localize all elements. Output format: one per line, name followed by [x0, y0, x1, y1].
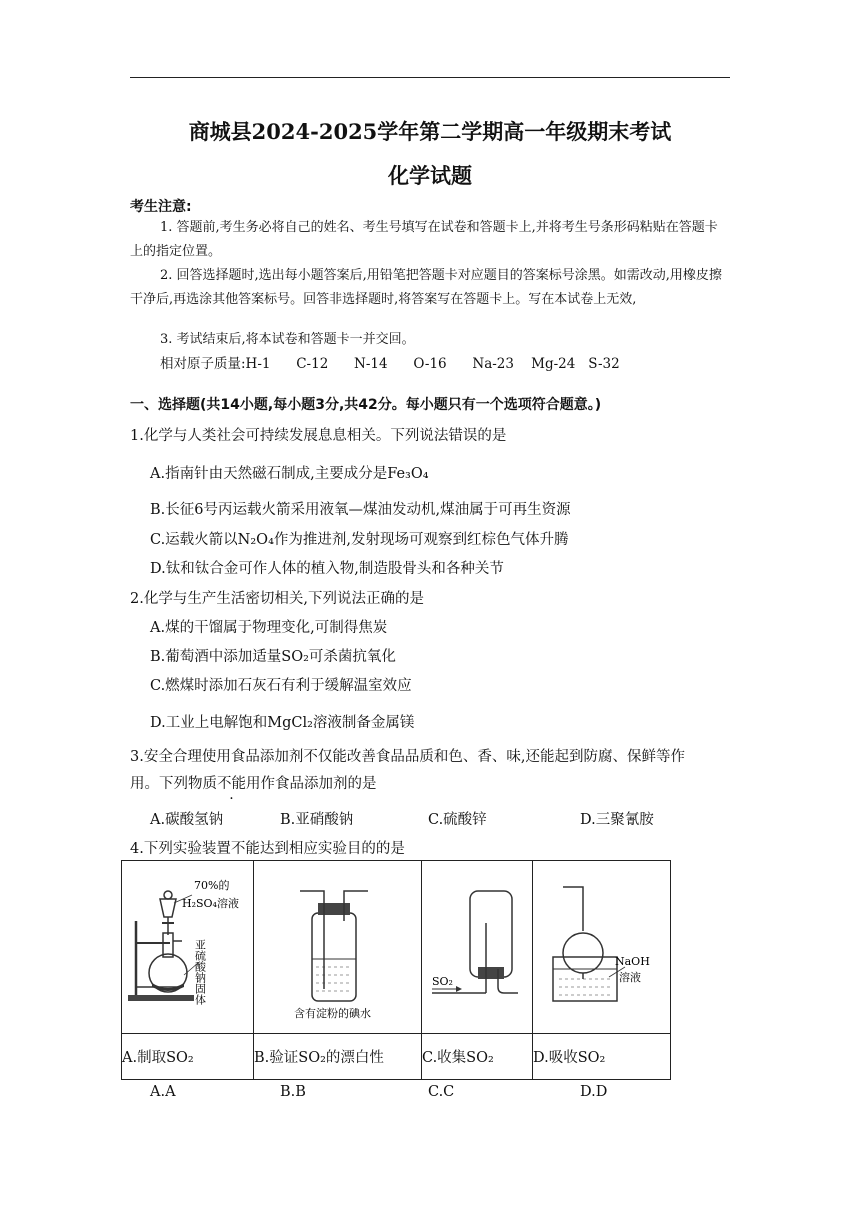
so2-label: SO₂ [432, 975, 453, 988]
q1-option-a: A.指南针由天然磁石制成,主要成分是Fe₃O₄ [150, 466, 429, 482]
apparatus-d-cell [533, 861, 671, 1034]
acid-label-2: H₂SO₄溶液 [182, 897, 239, 910]
notice-item-2: 2. 回答选择题时,选出每小题答案后,用铅笔把答题卡对应题目的答案标号涂黑。如需改动,用橡皮擦干净后,再选涂其他答案标号。回答非选择题时,将答案写在答题卡上。写在本试卷上无效, [130, 268, 722, 307]
caption-b: B.验证SO₂的漂白性 [254, 1034, 422, 1080]
caption-a: A.制取SO₂ [122, 1034, 254, 1080]
q3-stem-pre: 用。下列物质 [130, 776, 217, 792]
q2-option-d: D.工业上电解饱和MgCl₂溶液制备金属镁 [150, 715, 415, 731]
q3-option-c: C.硫酸锌 [428, 812, 487, 828]
q4-option-c: C.C [428, 1084, 455, 1100]
q3-stem-post: 用作食品添加剂的是 [246, 776, 377, 792]
apparatus-c-cell [422, 861, 533, 1034]
q3-stem [130, 744, 730, 798]
apparatus-table [121, 860, 671, 1080]
q4-option-d: D.D [580, 1084, 608, 1100]
so2-generator-figure [122, 861, 253, 1029]
q4-option-b: B.B [280, 1084, 306, 1100]
page-subtitle: 化学试题 [388, 163, 472, 188]
caption-c: C.收集SO₂ [422, 1034, 533, 1080]
q1-stem: 1.化学与人类社会可持续发展息息相关。下列说法错误的是 [130, 428, 507, 444]
q2-option-a: A.煤的干馏属于物理变化,可制得焦炭 [150, 620, 388, 636]
caption-d: D.吸收SO₂ [533, 1034, 671, 1080]
solid-label: 亚硫酸钠固体 [193, 939, 207, 1005]
gas-collection-figure [422, 861, 532, 1029]
q3-option-b: B.亚硝酸钠 [280, 812, 354, 828]
notice-item-3: 3. 考试结束后,将本试卷和答题卡一并交回。 [160, 332, 415, 347]
q4-stem: 4.下列实验装置不能达到相应实验目的的是 [130, 841, 405, 857]
q3-option-a: A.碳酸氢钠 [150, 812, 224, 828]
apparatus-b-cell [254, 861, 422, 1034]
section-heading: 一、选择题(共14小题,每小题3分,共42分。每小题只有一个选项符合题意。) [130, 397, 602, 413]
q3-stem-line2 [130, 771, 730, 798]
notice-item-1: 1. 答题前,考生务必将自己的姓名、考生号填写在试卷和答题卡上,并将考生号条形码粘贴在答题卡上的指定位置。 [130, 220, 718, 259]
q3-option-d: D.三聚氰胺 [580, 812, 654, 828]
q1-option-c: C.运载火箭以N₂O₄作为推进剂,发射现场可观察到红棕色气体升腾 [150, 532, 569, 548]
q4-option-a: A.A [150, 1084, 176, 1100]
q2-stem: 2.化学与生产生活密切相关,下列说法正确的是 [130, 591, 424, 607]
iodine-water-label: 含有淀粉的碘水 [294, 1007, 371, 1020]
page-title: 商城县2024-2025学年第二学期高一年级期末考试 [188, 119, 672, 144]
naoh-label: NaOH [615, 955, 650, 968]
notice-heading: 考生注意: [130, 199, 192, 215]
q1-option-b: B.长征6号丙运载火箭采用液氧—煤油发动机,煤油属于可再生资源 [150, 502, 571, 518]
wash-bottle-figure [254, 861, 421, 1029]
acid-label: 70%的 [194, 879, 230, 892]
apparatus-a-cell [122, 861, 254, 1034]
q1-option-d: D.钛和钛合金可作人体的植入物,制造股骨头和各种关节 [150, 561, 504, 577]
top-rule [130, 77, 730, 78]
atomic-mass-line: 相对原子质量:H-1 C-12 N-14 O-16 Na-23 Mg-24 S-32 [160, 356, 620, 372]
q2-option-b: B.葡萄酒中添加适量SO₂可杀菌抗氧化 [150, 649, 396, 665]
q3-stem-line1: 3.安全合理使用食品添加剂不仅能改善食品品质和色、香、味,还能起到防腐、保鲜等作 [130, 749, 685, 765]
naoh-label-2: 溶液 [619, 971, 641, 984]
q3-stem-emphasis: 不能 [217, 776, 246, 792]
q2-option-c: C.燃煤时添加石灰石有利于缓解温室效应 [150, 678, 412, 694]
gas-absorption-figure [533, 861, 670, 1029]
